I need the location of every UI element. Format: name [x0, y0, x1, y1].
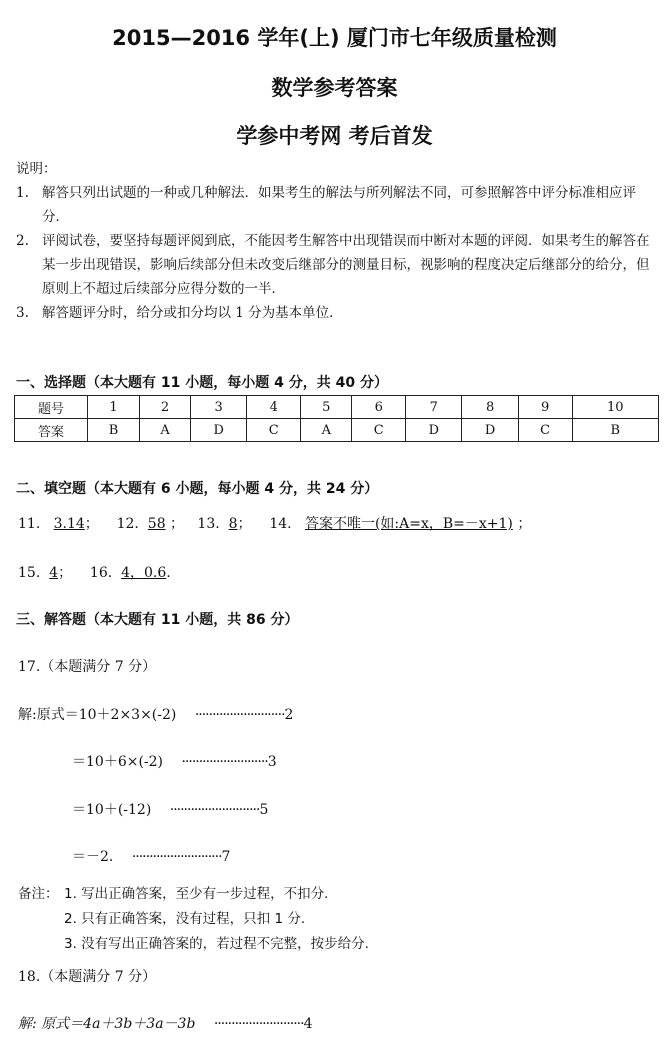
answer-12: 58 — [147, 516, 166, 532]
table-cell: 3 — [191, 396, 247, 419]
doc-source: 学参中考网 考后首发 — [236, 124, 433, 148]
solution-18-step-1: 解: 原式＝4a＋3b＋3a－3b ··························4 — [18, 1016, 313, 1032]
step-expression: ＝10＋(-12) — [72, 802, 152, 818]
doc-title: 2015—2016 学年(上) 厦门市七年级质量检测 — [112, 26, 557, 50]
answer-14: 答案不唯一(如:A=x，B=－x+1) — [304, 516, 513, 532]
note-item-3 — [16, 301, 656, 325]
table-cell: D — [406, 419, 462, 442]
question-number: 14. — [269, 516, 292, 532]
section2-heading: 二、填空题（本大题有 6 小题，每小题 4 分，共 24 分） — [16, 481, 379, 497]
table-cell: D — [191, 419, 247, 442]
remarks-label: 备注： — [18, 886, 59, 902]
fill-line-1: 11. 3.14； 12. 58 ； 13. 8； 14. 答案不唯一(如:A=x，B=－x+1) ； — [18, 516, 532, 532]
remark-item-3: 3. 没有写出正确答案的，若过程不完整，按步给分. — [64, 936, 369, 952]
table-cell: 10 — [572, 396, 658, 419]
note-item-2 — [16, 229, 656, 301]
note-item-1 — [16, 181, 656, 229]
table-cell: D — [462, 419, 518, 442]
step-expression: ＝10＋6×(-2) — [72, 754, 164, 770]
problem-17-title: 17.（本题满分 7 分） — [18, 659, 157, 675]
notes-label: 说明： — [16, 161, 57, 177]
table-cell: C — [247, 419, 301, 442]
table-cell: C — [352, 419, 406, 442]
step-score: 2 — [284, 707, 294, 723]
step-score: 5 — [259, 802, 269, 818]
answer-11: 3.14 — [53, 516, 85, 532]
table-cell: 2 — [139, 396, 190, 419]
answer-15: 4 — [49, 565, 59, 581]
doc-subtitle: 数学参考答案 — [271, 76, 398, 100]
table-cell: 5 — [301, 396, 352, 419]
table-cell: 6 — [352, 396, 406, 419]
question-number: 13. — [197, 516, 220, 532]
step-score: 3 — [267, 754, 277, 770]
question-number: 12. — [116, 516, 139, 532]
table-cell: B — [88, 419, 140, 442]
note-text: 解答题评分时，给分或扣分均以 1 分为基本单位． — [42, 305, 343, 321]
table-cell: 9 — [518, 396, 572, 419]
note-text: 评阅试卷，要坚持每题评阅到底，不能因考生解答中出现错误而中断对本题的评阅．如果考生的解答在某一步出现错误，影响后续部分但未改变后继部分的测量目标，视影响的程度决定后继部分的给分，但原则上不超过后续部分应得分数的一半． — [42, 233, 650, 297]
table-cell: 4 — [247, 396, 301, 419]
table-row-answers — [15, 419, 659, 442]
row-label: 题号 — [15, 396, 88, 419]
row-label: 答案 — [15, 419, 88, 442]
question-number: 16. — [89, 565, 113, 581]
problem-18-title: 18.（本题满分 7 分） — [18, 969, 157, 985]
note-num: 2. — [16, 233, 29, 249]
table-cell: 8 — [462, 396, 518, 419]
table-cell: 1 — [88, 396, 140, 419]
remark-item-2: 2. 只有正确答案，没有过程，只扣 1 分. — [64, 911, 306, 927]
fill-line-2: 15. 4； 16. 4，0.6. — [18, 565, 171, 581]
section1-heading: 一、选择题（本大题有 11 小题，每小题 4 分，共 40 分） — [16, 375, 388, 391]
table-row-questions — [15, 396, 659, 419]
answer-13: 8 — [228, 516, 238, 532]
section3-heading: 三、解答题（本大题有 11 小题，共 86 分） — [16, 612, 299, 628]
remark-item-1: 1. 写出正确答案，至少有一步过程，不扣分. — [64, 886, 329, 902]
step-score: 4 — [303, 1016, 313, 1032]
solution-step-3: ＝10＋(-12) ··························5 — [72, 802, 269, 818]
step-expression: 解: 原式＝4a＋3b＋3a－3b — [18, 1016, 196, 1032]
table-cell: 7 — [406, 396, 462, 419]
note-num: 3. — [16, 305, 29, 321]
step-expression: 解:原式＝10＋2×3×(-2) — [18, 707, 177, 723]
solution-step-2: ＝10＋6×(-2) ·························3 — [72, 754, 277, 770]
step-expression: ＝－2. — [72, 849, 114, 865]
question-number: 15. — [18, 565, 41, 581]
note-text: 解答只列出试题的一种或几种解法．如果考生的解法与所列解法不同，可参照解答中评分标准相应评分． — [42, 185, 636, 225]
solution-step-4: ＝－2. ··························7 — [72, 849, 231, 865]
step-score: 7 — [221, 849, 231, 865]
note-num: 1. — [16, 185, 29, 201]
answer-16: 4，0.6 — [121, 565, 167, 581]
question-number: 11. — [18, 516, 41, 532]
answer-table — [14, 395, 659, 442]
table-cell: B — [572, 419, 658, 442]
table-cell: C — [518, 419, 572, 442]
solution-step-1: 解:原式＝10＋2×3×(-2) ··························2 — [18, 707, 294, 723]
table-cell: A — [301, 419, 352, 442]
table-cell: A — [139, 419, 190, 442]
